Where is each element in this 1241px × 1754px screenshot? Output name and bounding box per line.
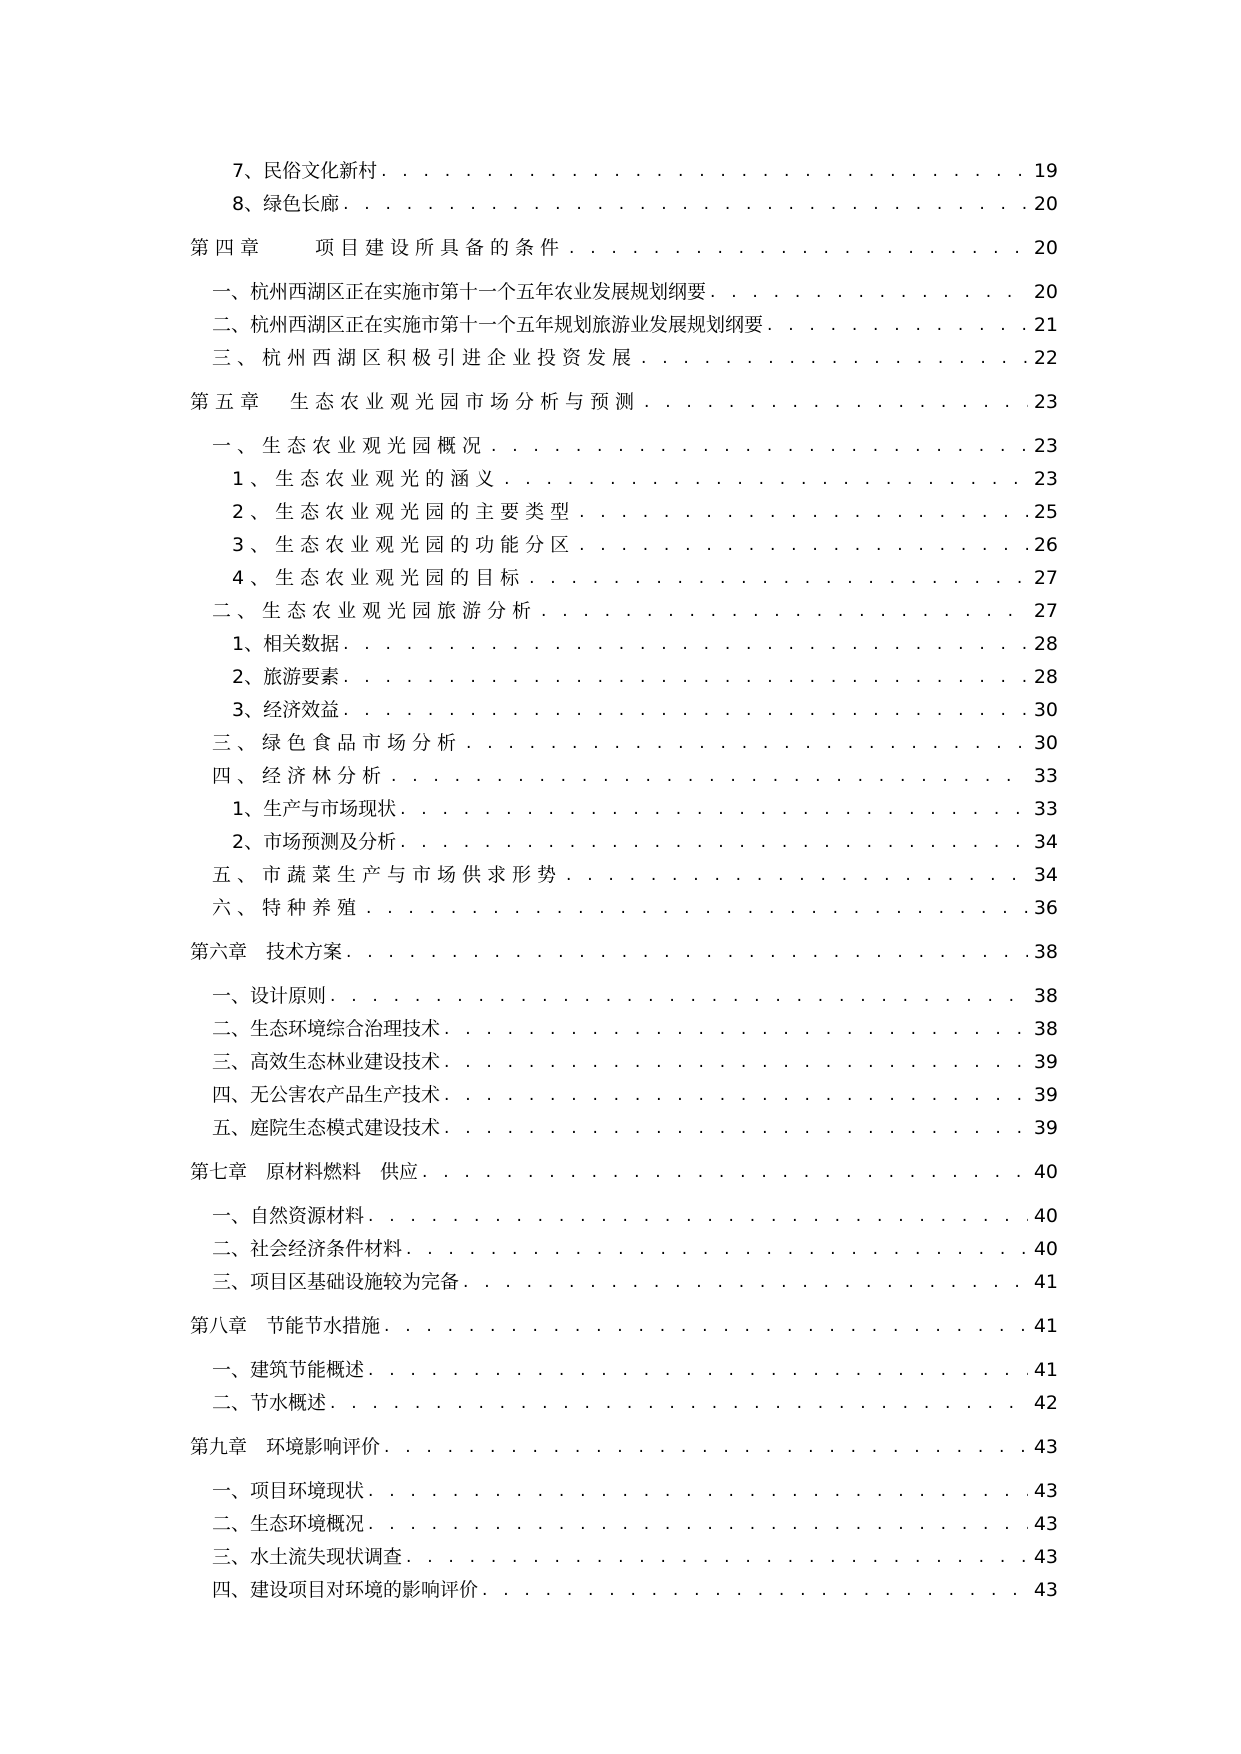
toc-page-number: 30	[1033, 732, 1058, 754]
toc-page-number: 43	[1033, 1546, 1058, 1568]
toc-entry-title: 4、生态农业观光园的目标	[232, 567, 526, 589]
toc-entry-title: 三、杭州西湖区积极引进企业投资发展	[212, 347, 638, 369]
toc-entry-title: 二、杭州西湖区正在实施市第十一个五年规划旅游业发展规划纲要	[212, 314, 764, 336]
toc-page-number: 30	[1033, 699, 1058, 721]
toc-page-number: 41	[1033, 1315, 1058, 1337]
toc-page-number: 23	[1033, 468, 1058, 490]
toc-entry[interactable]	[190, 458, 1058, 491]
toc-chapter-entry[interactable]	[190, 1426, 1058, 1459]
toc-page-number: 38	[1033, 985, 1058, 1007]
toc-entry-title: 1、生态农业观光的涵义	[232, 468, 501, 490]
toc-page-number: 19	[1033, 160, 1058, 182]
toc-entry[interactable]	[190, 271, 1058, 304]
dot-leader	[406, 1545, 1028, 1569]
toc-entry-title: 第四章 项目建设所具备的条件	[190, 237, 566, 259]
toc-entry[interactable]	[190, 821, 1058, 854]
toc-chapter-entry[interactable]	[190, 381, 1058, 414]
toc-entry-title: 一、生态农业观光园概况	[212, 435, 488, 457]
toc-entry-title: 第五章 生态农业观光园市场分析与预测	[190, 391, 641, 413]
toc-page-number: 39	[1033, 1051, 1058, 1073]
toc-page-number: 23	[1033, 391, 1058, 413]
dot-leader	[343, 698, 1028, 722]
toc-entry[interactable]	[190, 1382, 1058, 1415]
toc-entry-title: 一、建筑节能概述	[212, 1359, 365, 1381]
dot-leader	[444, 1083, 1028, 1107]
toc-page-number: 21	[1033, 314, 1058, 336]
toc-entry-title: 二、生态环境综合治理技术	[212, 1018, 441, 1040]
toc-page-number: 34	[1033, 864, 1058, 886]
dot-leader	[384, 1314, 1028, 1338]
toc-chapter-entry[interactable]	[190, 931, 1058, 964]
toc-page-number: 43	[1033, 1436, 1058, 1458]
toc-page-number: 40	[1033, 1161, 1058, 1183]
toc-entry[interactable]	[190, 854, 1058, 887]
toc-entry-title: 3、生态农业观光园的功能分区	[232, 534, 576, 556]
toc-page-number: 39	[1033, 1084, 1058, 1106]
toc-entry[interactable]	[190, 590, 1058, 623]
dot-leader	[400, 797, 1028, 821]
toc-page-number: 43	[1033, 1513, 1058, 1535]
toc-entry-title: 一、杭州西湖区正在实施市第十一个五年农业发展规划纲要	[212, 281, 707, 303]
toc-entry-title: 二、节水概述	[212, 1392, 327, 1414]
toc-page-number: 36	[1033, 897, 1058, 919]
toc-entry-title: 第九章 环境影响评价	[190, 1436, 381, 1458]
toc-page-number: 38	[1033, 941, 1058, 963]
toc-entry-title: 三、高效生态林业建设技术	[212, 1051, 441, 1073]
toc-page-number: 20	[1033, 193, 1058, 215]
toc-entry[interactable]	[190, 337, 1058, 370]
toc-page-number: 40	[1033, 1238, 1058, 1260]
toc-entry-title: 二、社会经济条件材料	[212, 1238, 403, 1260]
dot-leader	[463, 1270, 1028, 1294]
toc-page-number: 28	[1033, 666, 1058, 688]
toc-page-number: 39	[1033, 1117, 1058, 1139]
toc-entry[interactable]	[190, 689, 1058, 722]
table-of-contents	[190, 150, 1058, 1602]
toc-page-number: 41	[1033, 1271, 1058, 1293]
dot-leader	[569, 236, 1028, 260]
toc-page-number: 42	[1033, 1392, 1058, 1414]
dot-leader	[368, 1512, 1028, 1536]
dot-leader	[566, 863, 1028, 887]
toc-page-number: 26	[1033, 534, 1058, 556]
toc-entry[interactable]	[190, 975, 1058, 1008]
dot-leader	[381, 159, 1028, 183]
toc-entry[interactable]	[190, 524, 1058, 557]
toc-entry[interactable]	[190, 755, 1058, 788]
dot-leader	[579, 533, 1028, 557]
toc-chapter-entry[interactable]	[190, 1151, 1058, 1184]
toc-entry-title: 第七章 原材料燃料 供应	[190, 1161, 419, 1183]
toc-entry[interactable]	[190, 722, 1058, 755]
toc-entry[interactable]	[190, 1569, 1058, 1602]
dot-leader	[710, 280, 1028, 304]
dot-leader	[482, 1578, 1028, 1602]
toc-entry-title: 五、市蔬菜生产与市场供求形势	[212, 864, 563, 886]
toc-page-number: 33	[1033, 798, 1058, 820]
toc-page-number: 43	[1033, 1579, 1058, 1601]
toc-entry-title: 四、经济林分析	[212, 765, 388, 787]
toc-entry-title: 一、设计原则	[212, 985, 327, 1007]
dot-leader	[384, 1435, 1028, 1459]
dot-leader	[541, 599, 1028, 623]
toc-entry-title: 六、特种养殖	[212, 897, 363, 919]
toc-entry-title: 四、无公害农产品生产技术	[212, 1084, 441, 1106]
toc-entry[interactable]	[190, 623, 1058, 656]
toc-entry-title: 一、项目环境现状	[212, 1480, 365, 1502]
toc-chapter-entry[interactable]	[190, 227, 1058, 260]
dot-leader	[444, 1017, 1028, 1041]
toc-entry[interactable]	[190, 1349, 1058, 1382]
toc-entry[interactable]	[190, 1074, 1058, 1107]
dot-leader	[491, 434, 1028, 458]
toc-page-number: 34	[1033, 831, 1058, 853]
toc-entry-title: 二、生态环境概况	[212, 1513, 365, 1535]
toc-entry-title: 7、民俗文化新村	[232, 160, 378, 182]
toc-page-number: 38	[1033, 1018, 1058, 1040]
dot-leader	[346, 940, 1028, 964]
toc-entry[interactable]	[190, 788, 1058, 821]
toc-entry[interactable]	[190, 1261, 1058, 1294]
toc-entry[interactable]	[190, 1041, 1058, 1074]
toc-entry-title: 五、庭院生态模式建设技术	[212, 1117, 441, 1139]
toc-entry-title: 一、自然资源材料	[212, 1205, 365, 1227]
dot-leader	[466, 731, 1028, 755]
toc-page-number: 43	[1033, 1480, 1058, 1502]
dot-leader	[504, 467, 1028, 491]
dot-leader	[343, 632, 1028, 656]
toc-page-number: 33	[1033, 765, 1058, 787]
dot-leader	[406, 1237, 1028, 1261]
toc-page-number: 20	[1033, 237, 1058, 259]
dot-leader	[400, 830, 1028, 854]
toc-page-number: 22	[1033, 347, 1058, 369]
dot-leader	[529, 566, 1028, 590]
toc-entry[interactable]	[190, 1228, 1058, 1261]
toc-entry-title: 2、旅游要素	[232, 666, 340, 688]
toc-page-number: 27	[1033, 600, 1058, 622]
dot-leader	[444, 1116, 1028, 1140]
dot-leader	[444, 1050, 1028, 1074]
toc-entry-title: 2、生态农业观光园的主要类型	[232, 501, 576, 523]
toc-entry-title: 四、建设项目对环境的影响评价	[212, 1579, 479, 1601]
toc-entry[interactable]	[190, 1195, 1058, 1228]
dot-leader	[343, 192, 1028, 216]
toc-entry[interactable]	[190, 425, 1058, 458]
dot-leader	[641, 346, 1028, 370]
toc-entry-title: 1、相关数据	[232, 633, 340, 655]
toc-entry[interactable]	[190, 150, 1058, 183]
dot-leader	[767, 313, 1028, 337]
toc-entry-title: 二、生态农业观光园旅游分析	[212, 600, 538, 622]
dot-leader	[330, 984, 1028, 1008]
toc-entry[interactable]	[190, 491, 1058, 524]
dot-leader	[368, 1204, 1028, 1228]
toc-entry-title: 8、绿色长廊	[232, 193, 340, 215]
toc-entry-title: 三、水土流失现状调查	[212, 1546, 403, 1568]
toc-entry-title: 1、生产与市场现状	[232, 798, 397, 820]
toc-page-number: 27	[1033, 567, 1058, 589]
toc-entry-title: 三、项目区基础设施较为完备	[212, 1271, 460, 1293]
dot-leader	[343, 665, 1028, 689]
toc-entry[interactable]	[190, 887, 1058, 920]
dot-leader	[391, 764, 1028, 788]
toc-entry[interactable]	[190, 1503, 1058, 1536]
dot-leader	[330, 1391, 1028, 1415]
toc-page-number: 41	[1033, 1359, 1058, 1381]
dot-leader	[366, 896, 1028, 920]
toc-entry-title: 三、绿色食品市场分析	[212, 732, 463, 754]
toc-chapter-entry[interactable]	[190, 1305, 1058, 1338]
toc-entry[interactable]	[190, 304, 1058, 337]
toc-entry-title: 3、经济效益	[232, 699, 340, 721]
toc-page-number: 28	[1033, 633, 1058, 655]
toc-entry[interactable]	[190, 1008, 1058, 1041]
toc-entry[interactable]	[190, 183, 1058, 216]
dot-leader	[644, 390, 1028, 414]
toc-page-number: 23	[1033, 435, 1058, 457]
toc-page-number: 20	[1033, 281, 1058, 303]
toc-entry[interactable]	[190, 1470, 1058, 1503]
dot-leader	[422, 1160, 1028, 1184]
dot-leader	[368, 1479, 1028, 1503]
toc-entry-title: 第八章 节能节水措施	[190, 1315, 381, 1337]
dot-leader	[579, 500, 1028, 524]
toc-entry[interactable]	[190, 656, 1058, 689]
toc-entry[interactable]	[190, 557, 1058, 590]
toc-entry[interactable]	[190, 1536, 1058, 1569]
toc-page-number: 25	[1033, 501, 1058, 523]
toc-entry-title: 2、市场预测及分析	[232, 831, 397, 853]
toc-page-number: 40	[1033, 1205, 1058, 1227]
toc-entry-title: 第六章 技术方案	[190, 941, 343, 963]
dot-leader	[368, 1358, 1028, 1382]
toc-entry[interactable]	[190, 1107, 1058, 1140]
